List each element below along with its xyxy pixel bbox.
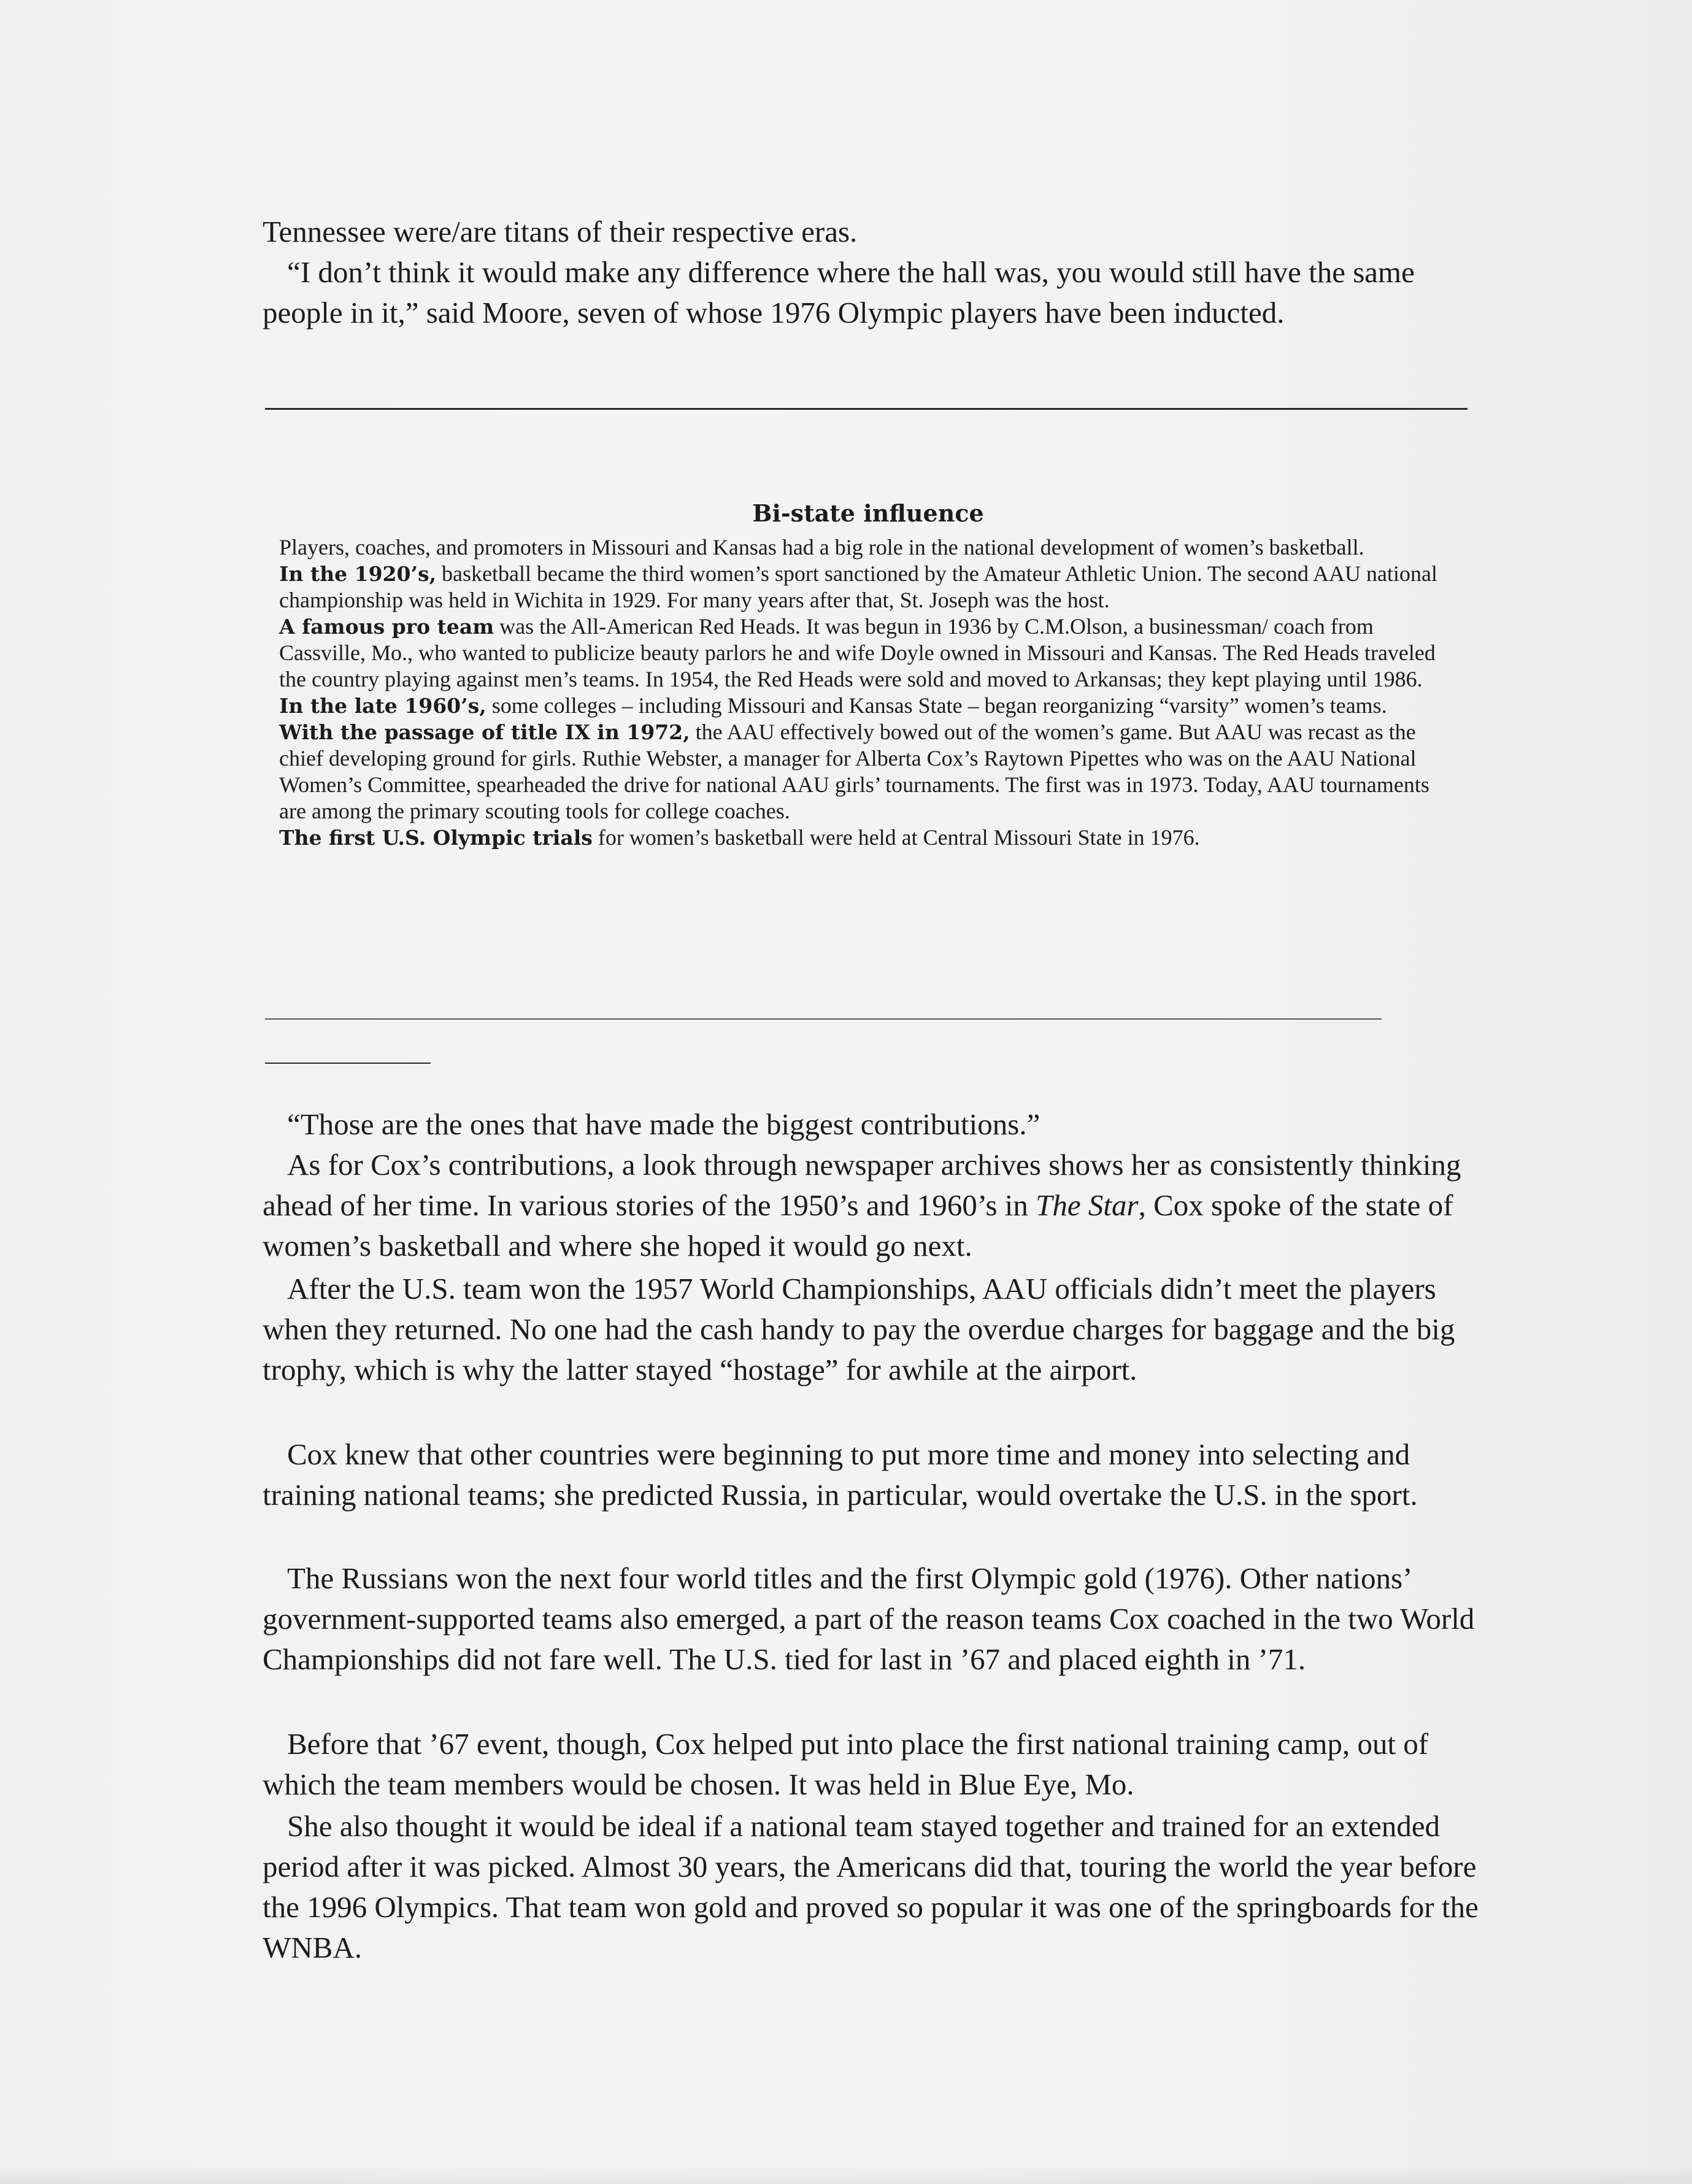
section-divider-top — [265, 408, 1467, 410]
body-paragraph: Cox knew that other countries were beginning to put more time and money into selecting and training national teams; she predicted Russia, in particular, would overtake the U.S. in the sport. — [263, 1437, 1418, 1512]
sidebar-item-text: basketball became the third women’s sport sanctioned by the Amateur Athletic Union. The second AAU national championship was held in Wichita in 1929. For many years after that, St. Joseph was the host. — [279, 561, 1437, 612]
body-paragraph: Before that ’67 event, though, Cox helped put into place the first national training camp, out of which the team members would be chosen. It was held in Blue Eye, Mo. — [263, 1727, 1429, 1801]
sidebar-item — [279, 825, 1457, 851]
sidebar-item — [279, 561, 1457, 613]
sidebar-item-lead: In the 1920’s, — [279, 562, 437, 586]
sidebar-item-text: some colleges – including Missouri and Kansas State – began reorganizing “varsity” women’s teams. — [486, 693, 1387, 718]
newspaper-title: The Star — [1036, 1188, 1139, 1222]
sidebar-title: Bi-state influence — [752, 499, 984, 527]
sidebar-item-lead: A famous pro team — [279, 615, 494, 639]
section-divider-bottom — [265, 1018, 1382, 1020]
sidebar-item — [279, 719, 1457, 825]
body-paragraph: After the U.S. team won the 1957 World Championships, AAU officials didn’t meet the players when they returned. No one had the cash handy to pay the overdue charges for baggage and the big trophy, which is why the latter stayed “hostage” for awhile at the airport. — [263, 1272, 1455, 1386]
body-paragraph — [263, 1145, 1490, 1266]
continued-line: Tennessee were/are titans of their respective eras. — [263, 215, 858, 248]
short-divider — [265, 1063, 431, 1064]
sidebar-item-lead: The first U.S. Olympic trials — [279, 826, 593, 850]
sidebar-item — [279, 613, 1457, 693]
body-paragraph: The Russians won the next four world titles and the first Olympic gold (1976). Other nations’ government-supported teams also emerged, a part of the reason teams Cox coached in the two World Championships did not fare well. The U.S. tied for last in ’67 and placed eighth in ’71. — [263, 1561, 1475, 1676]
body-text: , Cox spoke of the state of women’s basketball and where she hoped it would go next. — [263, 1188, 1453, 1263]
sidebar-item-lead: With the passage of title IX in 1972, — [279, 720, 690, 744]
sidebar-item-lead: In the late 1960’s, — [279, 694, 486, 718]
moore-quote-paragraph: “I don’t think it would make any difference where the hall was, you would still have the same people in it,” said Moore, seven of whose 1976 Olympic players have been inducted. — [263, 255, 1415, 329]
sidebar-intro: Players, coaches, and promoters in Missouri and Kansas had a big role in the national development of women’s basketball. — [279, 535, 1364, 559]
sidebar-item-text: for women’s basketball were held at Central Missouri State in 1976. — [592, 825, 1200, 850]
page-edge-shadow — [0, 2166, 1692, 2184]
body-paragraph: “Those are the ones that have made the biggest contributions.” — [287, 1107, 1040, 1141]
sidebar-item-text: the AAU effectively bowed out of the women’s game. But AAU was recast as the chief developing ground for girls. Ruthie Webster, a manager for Alberta Cox’s Raytown Pipettes who was on the AAU National Women’s Committee, spearheaded the drive for national AAU girls’ tournaments. The first was in 1973. Today, AAU tournaments are among the primary scouting tools for college coaches. — [279, 720, 1429, 823]
body-paragraph: She also thought it would be ideal if a national team stayed together and trained for an extended period after it was picked. Almost 30 years, the Americans did that, touring the world the year before the 1996 Olympics. That team won gold and proved so popular it was one of the springboards for the WNBA. — [263, 1809, 1479, 1964]
body-text: As for Cox’s contributions, a look through newspaper archives shows her as consistently thinking ahead of her time. In various stories of the 1950’s and 1960’s in — [263, 1148, 1461, 1222]
sidebar-item-text: was the All-American Red Heads. It was begun in 1936 by C.M.Olson, a businessman/ coach from Cassville, Mo., who wanted to publicize beauty parlors he and wife Doyle owned in Missouri and Kansas. The Red Heads traveled the country playing against men’s teams. In 1954, the Red Heads were sold and moved to Arkansas; they kept playing until 1986. — [279, 614, 1436, 691]
sidebar-item — [279, 693, 1457, 719]
sidebar-box — [279, 500, 1457, 851]
